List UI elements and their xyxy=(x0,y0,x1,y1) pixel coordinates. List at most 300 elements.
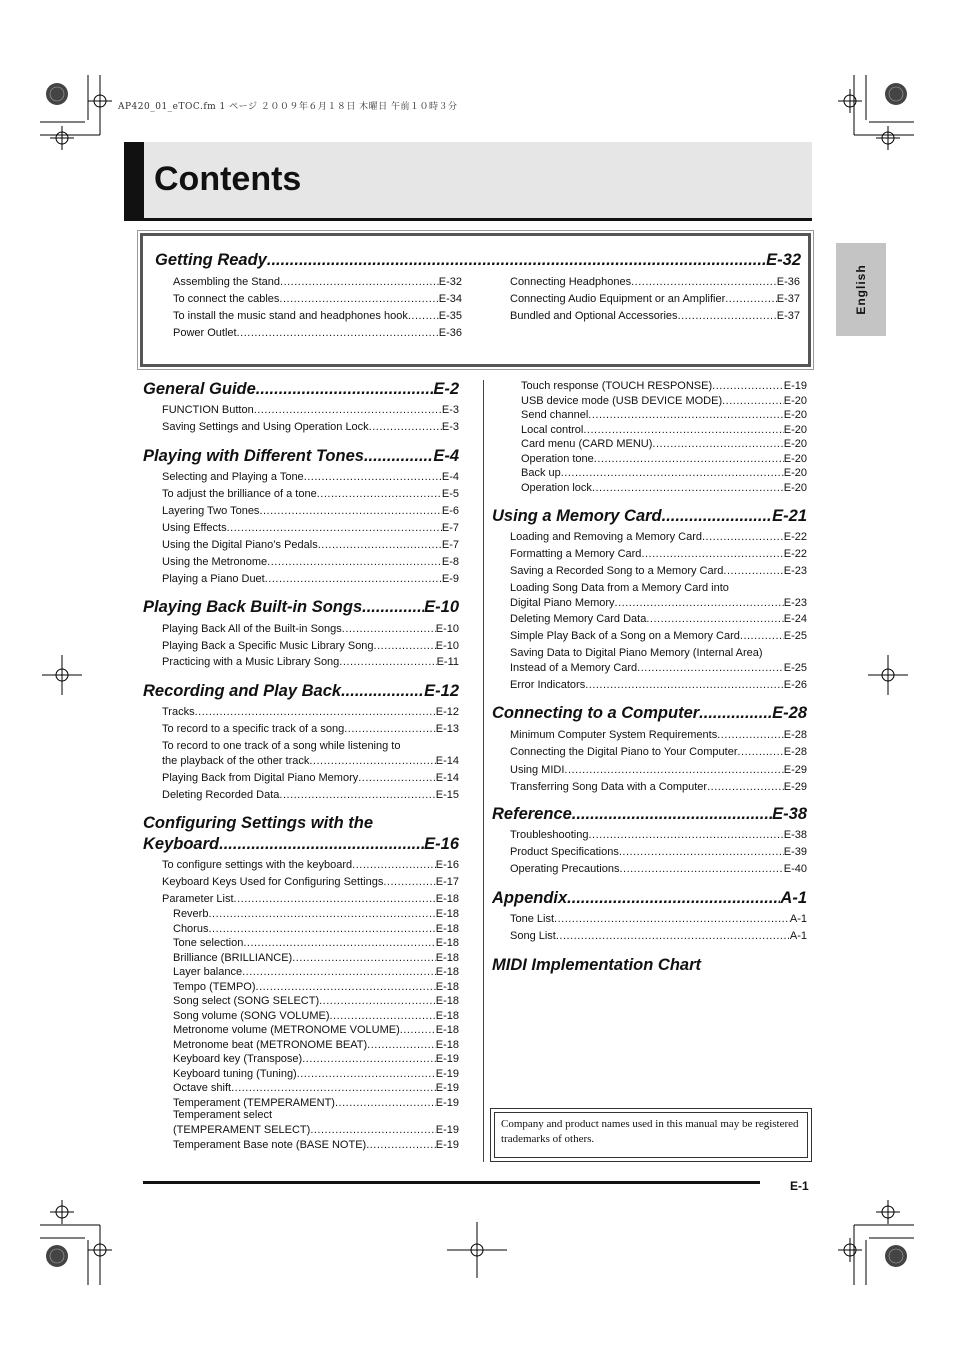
dot-leader xyxy=(585,679,784,691)
toc-entry-label: Playing with Different Tones xyxy=(143,447,364,465)
dot-leader xyxy=(256,981,436,993)
toc-entry-label: Using Effects xyxy=(162,522,227,534)
toc-entry[interactable] xyxy=(162,893,459,905)
toc-entry[interactable] xyxy=(162,640,459,652)
toc-entry-label: Product Specifications xyxy=(510,846,619,858)
dot-leader xyxy=(267,556,442,568)
toc-entry-page: E-23 xyxy=(783,565,807,577)
toc-entry-page: E-36 xyxy=(776,276,800,288)
dot-leader xyxy=(369,421,442,433)
toc-entry[interactable] xyxy=(162,623,459,635)
dot-leader xyxy=(208,923,435,935)
dot-leader xyxy=(358,772,436,784)
dot-leader xyxy=(619,846,784,858)
toc-entry-label: Practicing with a Music Library Song xyxy=(162,656,340,668)
toc-entry-page: E-18 xyxy=(435,1009,459,1022)
toc-entry[interactable] xyxy=(162,859,459,871)
toc-entry-page: E-29 xyxy=(783,763,807,776)
toc-entry-label: Playing Back from Digital Piano Memory xyxy=(162,772,359,784)
toc-entry[interactable] xyxy=(521,424,807,436)
toc-entry[interactable] xyxy=(173,952,459,964)
dot-leader xyxy=(292,952,436,964)
dot-leader xyxy=(723,565,783,577)
toc-entry-label: To configure settings with the keyboard xyxy=(162,859,353,871)
toc-entry-label: Keyboard xyxy=(143,835,220,853)
toc-entry-page: E-2 xyxy=(433,380,459,398)
toc-entry-label: Send channel xyxy=(521,409,589,421)
toc-entry-label: Temperament Base note (BASE NOTE) xyxy=(173,1139,367,1151)
toc-entry-page: E-4 xyxy=(441,471,459,483)
toc-entry[interactable] xyxy=(173,1053,459,1065)
dot-leader xyxy=(335,1097,436,1109)
toc-entry[interactable] xyxy=(173,937,459,949)
toc-entry-page: E-28 xyxy=(783,729,807,741)
toc-entry-label: Loading and Removing a Memory Card xyxy=(510,531,702,543)
toc-entry-label: To adjust the brilliance of a tone xyxy=(162,488,317,500)
toc-entry-label: Operating Precautions xyxy=(510,863,620,875)
toc-entry-label: Saving Settings and Using Operation Lock xyxy=(162,421,369,433)
dot-leader xyxy=(208,908,435,920)
dot-leader xyxy=(242,966,436,978)
toc-entry-label: Layering Two Tones xyxy=(162,505,260,517)
toc-entry-label: Appendix xyxy=(492,889,568,907)
toc-entry-label: Digital Piano Memory xyxy=(510,597,615,609)
toc-entry-label: Playing a Piano Duet xyxy=(162,573,265,585)
toc-entry-label: Minimum Computer System Requirements xyxy=(510,729,718,741)
toc-entry-page: E-12 xyxy=(435,706,459,718)
toc-entry-label: Using the Digital Piano’s Pedals xyxy=(162,539,318,551)
toc-entry[interactable] xyxy=(173,908,459,920)
toc-entry-label: Card menu (CARD MENU) xyxy=(521,438,653,450)
toc-entry-page: E-22 xyxy=(783,548,807,560)
dot-leader xyxy=(619,863,783,875)
toc-entry-label: Song select (SONG SELECT) xyxy=(173,995,320,1007)
toc-entry-label: Back up xyxy=(521,467,561,479)
toc-entry[interactable] xyxy=(510,276,800,288)
toc-entry[interactable] xyxy=(173,310,462,322)
toc-entry[interactable] xyxy=(173,981,459,993)
dot-leader xyxy=(367,1039,436,1051)
toc-entry[interactable] xyxy=(510,829,807,841)
toc-section-configuring-line1: Configuring Settings with the xyxy=(143,814,374,832)
toc-entry-label: Connecting to a Computer xyxy=(492,704,700,722)
toc-entry[interactable] xyxy=(510,863,807,875)
toc-entry-label: Bundled and Optional Accessories xyxy=(510,310,678,322)
toc-entry-label: Connecting Headphones xyxy=(510,276,632,288)
toc-entry[interactable] xyxy=(521,467,807,479)
toc-entry[interactable] xyxy=(173,1010,459,1022)
toc-entry[interactable] xyxy=(173,327,462,339)
toc-entry-label: Operation lock xyxy=(521,481,592,494)
toc-entry[interactable] xyxy=(173,1124,459,1136)
toc-entry-page: A-1 xyxy=(789,913,807,925)
toc-entry[interactable] xyxy=(173,966,459,978)
footer-rule xyxy=(143,1181,760,1184)
toc-entry[interactable] xyxy=(521,395,807,407)
toc-entry[interactable] xyxy=(521,380,807,392)
toc-section-general-guide[interactable] xyxy=(143,380,459,399)
trademark-box xyxy=(490,1108,812,1162)
toc-entry-page: E-28 xyxy=(783,746,807,759)
toc-entry[interactable] xyxy=(510,310,800,322)
toc-entry[interactable] xyxy=(510,565,807,577)
language-tab xyxy=(836,243,886,336)
dot-leader xyxy=(279,293,438,305)
toc-entry[interactable] xyxy=(173,293,462,305)
dot-leader xyxy=(317,488,442,500)
toc-entry[interactable] xyxy=(173,1082,459,1094)
toc-entry-page: E-19 xyxy=(435,1096,459,1109)
toc-section-reference[interactable] xyxy=(492,805,807,824)
toc-entry[interactable] xyxy=(521,453,807,465)
toc-entry-label: Octave shift xyxy=(173,1082,232,1094)
toc-entry[interactable] xyxy=(162,404,459,416)
dot-leader xyxy=(702,531,784,543)
dot-leader xyxy=(256,380,434,399)
toc-entry-label: Keyboard key (Transpose) xyxy=(173,1053,303,1065)
toc-entry-page: E-19 xyxy=(435,1139,459,1151)
toc-entry[interactable] xyxy=(521,438,807,450)
toc-entry[interactable] xyxy=(162,471,459,483)
toc-entry-label: the playback of the other track xyxy=(162,755,310,767)
toc-entry-page: E-20 xyxy=(783,423,807,436)
toc-entry-page: E-20 xyxy=(783,467,807,479)
toc-entry-label: (TEMPERAMENT SELECT) xyxy=(173,1124,311,1136)
toc-entry[interactable] xyxy=(162,876,459,888)
dot-leader xyxy=(564,764,783,776)
toc-entry-page: E-23 xyxy=(783,597,807,609)
toc-entry-line1: Saving Data to Digital Piano Memory (Internal Area) xyxy=(510,647,763,659)
dot-leader xyxy=(231,1082,436,1094)
dot-leader xyxy=(364,447,433,466)
toc-entry-label: Song List xyxy=(510,930,556,942)
toc-entry-page: E-38 xyxy=(783,829,807,841)
toc-entry[interactable] xyxy=(173,995,459,1007)
toc-entry-page: E-14 xyxy=(435,755,459,767)
toc-entry[interactable] xyxy=(510,613,807,625)
dot-leader xyxy=(383,876,435,888)
toc-entry-label: Metronome volume (METRONOME VOLUME) xyxy=(173,1024,400,1036)
toc-entry[interactable] xyxy=(510,930,807,942)
toc-entry-page: E-39 xyxy=(783,846,807,858)
toc-entry-page: E-18 xyxy=(435,922,459,935)
toc-entry-page: E-8 xyxy=(441,556,459,568)
dot-leader xyxy=(302,1053,436,1065)
toc-entry-page: E-19 xyxy=(435,1053,459,1065)
dot-leader xyxy=(717,729,784,741)
dot-leader xyxy=(561,467,784,479)
toc-entry-page: E-26 xyxy=(783,679,807,691)
toc-entry-label: Touch response (TOUCH RESPONSE) xyxy=(521,380,713,392)
toc-entry[interactable] xyxy=(173,1068,459,1080)
toc-entry-page: E-11 xyxy=(436,656,459,668)
dot-leader xyxy=(408,310,439,322)
file-header: AP420_01_eTOC.fm 1 ページ ２００９年６月１８日 木曜日 午前１０時３分 xyxy=(118,102,458,112)
dot-leader xyxy=(227,522,442,534)
toc-entry-page: E-21 xyxy=(772,507,807,525)
dot-leader xyxy=(310,1124,435,1136)
toc-entry[interactable] xyxy=(173,276,462,288)
toc-entry-page: E-18 xyxy=(435,966,459,978)
toc-entry-page: E-3 xyxy=(441,404,459,416)
toc-entry-page: E-18 xyxy=(435,951,459,964)
toc-entry[interactable] xyxy=(173,1024,459,1036)
toc-entry-label: FUNCTION Button xyxy=(162,404,254,416)
toc-entry-page: E-6 xyxy=(441,505,459,517)
trademark-note: Company and product names used in this manual may be registered trademarks of others. xyxy=(501,1118,799,1145)
dot-leader xyxy=(588,829,783,841)
language-tab-label: English xyxy=(854,264,868,315)
toc-entry-page: E-20 xyxy=(783,481,807,494)
dot-leader xyxy=(318,539,442,551)
toc-entry-label: Simple Play Back of a Song on a Memory Card xyxy=(510,630,740,642)
toc-entry[interactable] xyxy=(510,729,807,741)
toc-entry-page: E-22 xyxy=(783,531,807,543)
toc-entry[interactable] xyxy=(162,706,459,718)
toc-entry[interactable] xyxy=(510,293,800,305)
toc-entry-label: Using MIDI xyxy=(510,763,565,776)
toc-entry-page: E-4 xyxy=(433,447,459,465)
toc-entry-page: E-34 xyxy=(438,293,462,305)
toc-section-appendix[interactable] xyxy=(492,889,807,908)
dot-leader xyxy=(344,723,436,735)
toc-entry-page: E-25 xyxy=(783,630,807,642)
dot-leader xyxy=(400,1024,436,1036)
toc-entry-label: Tracks xyxy=(162,706,195,718)
toc-entry[interactable] xyxy=(162,755,459,767)
toc-entry[interactable] xyxy=(510,679,807,691)
toc-entry[interactable] xyxy=(162,789,459,801)
toc-entry-page: E-16 xyxy=(424,835,459,853)
toc-entry-page: E-20 xyxy=(783,452,807,465)
toc-entry-label: Saving a Recorded Song to a Memory Card xyxy=(510,565,724,577)
toc-entry-page: E-29 xyxy=(783,780,807,793)
dot-leader xyxy=(594,453,784,465)
dot-leader xyxy=(341,682,424,701)
toc-entry[interactable] xyxy=(162,723,459,735)
toc-entry-page: E-19 xyxy=(783,380,807,392)
toc-entry-line1: Loading Song Data from a Memory Card into xyxy=(510,582,729,594)
dot-leader xyxy=(219,835,424,854)
toc-entry[interactable] xyxy=(510,531,807,543)
toc-entry-page: E-25 xyxy=(783,662,807,674)
dot-leader xyxy=(554,913,790,925)
toc-entry[interactable] xyxy=(510,913,807,925)
toc-entry-label: Using a Memory Card xyxy=(492,507,662,525)
toc-entry-label: Song volume (SONG VOLUME) xyxy=(173,1009,330,1022)
dot-leader xyxy=(309,755,435,767)
toc-entry[interactable] xyxy=(162,772,459,784)
dot-leader xyxy=(615,597,784,609)
toc-entry-page: A-1 xyxy=(780,889,807,907)
toc-entry-label: General Guide xyxy=(143,380,256,398)
dot-leader xyxy=(556,930,790,942)
toc-entry-label: Keyboard Keys Used for Configuring Settings xyxy=(162,876,384,888)
toc-section-playing-tones[interactable] xyxy=(143,447,459,466)
toc-entry-label: Tone selection xyxy=(173,937,244,949)
dot-leader xyxy=(362,598,424,617)
toc-entry-label: Chorus xyxy=(173,922,209,935)
toc-entry-label: Layer balance xyxy=(173,966,243,978)
dot-leader xyxy=(722,395,784,407)
toc-entry-page: E-10 xyxy=(435,639,459,652)
page-number: E-1 xyxy=(790,1179,809,1193)
toc-section-builtin-songs[interactable] xyxy=(143,598,459,617)
dot-leader xyxy=(712,380,784,392)
toc-section-recording[interactable] xyxy=(143,682,459,701)
dot-leader xyxy=(567,889,780,908)
toc-entry-page: A-1 xyxy=(789,930,807,942)
toc-entry-page: E-7 xyxy=(441,522,459,534)
dot-leader xyxy=(339,656,436,668)
toc-entry-page: E-18 xyxy=(435,1024,459,1036)
dot-leader xyxy=(583,424,783,436)
dot-leader xyxy=(265,573,442,585)
toc-entry[interactable] xyxy=(162,556,459,568)
toc-entry-label: To install the music stand and headphones hook xyxy=(173,310,408,322)
toc-entry-label: Power Outlet xyxy=(173,327,237,339)
toc-entry-page: E-16 xyxy=(435,859,459,871)
dot-leader xyxy=(352,859,436,871)
toc-entry[interactable] xyxy=(510,764,807,776)
toc-entry[interactable] xyxy=(162,573,459,585)
dot-leader xyxy=(592,482,784,494)
toc-entry-label: Selecting and Playing a Tone xyxy=(162,471,304,483)
dot-leader xyxy=(234,893,436,905)
dot-leader xyxy=(652,438,783,450)
toc-entry-page: E-5 xyxy=(441,488,459,500)
dot-leader xyxy=(740,630,784,642)
toc-entry-label: Recording and Play Back xyxy=(143,682,342,700)
toc-entry-page: E-40 xyxy=(783,863,807,875)
toc-entry-label: Tempo (TEMPO) xyxy=(173,980,256,993)
toc-entry-label: Brilliance (BRILLIANCE) xyxy=(173,951,293,964)
toc-entry-page: E-20 xyxy=(783,438,807,450)
toc-entry[interactable] xyxy=(162,421,459,433)
dot-leader xyxy=(319,995,436,1007)
toc-entry[interactable] xyxy=(510,746,807,758)
toc-entry-label: Metronome beat (METRONOME BEAT) xyxy=(173,1038,368,1051)
dot-leader xyxy=(662,507,773,526)
toc-section-getting-ready[interactable]: Getting Ready ..... E-32 xyxy=(155,251,801,270)
toc-entry-page: E-18 xyxy=(435,893,459,905)
toc-entry-label: Error Indicators xyxy=(510,679,586,691)
toc-entry-page: E-18 xyxy=(435,1038,459,1051)
toc-entry[interactable] xyxy=(173,923,459,935)
toc-entry-page: E-10 xyxy=(435,623,459,635)
toc-entry-page: E-37 xyxy=(776,310,800,322)
toc-entry-label: Playing Back All of the Built-in Songs xyxy=(162,623,342,635)
toc-entry-label: Reference xyxy=(492,805,572,823)
toc-entry-label: Assembling the Stand xyxy=(173,276,281,288)
toc-entry-label: Deleting Memory Card Data xyxy=(510,613,647,625)
title-accent-bar xyxy=(124,142,144,221)
toc-entry-label: Transferring Song Data with a Computer xyxy=(510,780,708,793)
toc-entry[interactable] xyxy=(510,597,807,609)
toc-entry-page: E-20 xyxy=(783,409,807,421)
toc-entry[interactable] xyxy=(510,548,807,560)
toc-entry-label: Tone List xyxy=(510,913,555,925)
toc-entry-page: E-7 xyxy=(441,539,459,551)
toc-entry[interactable] xyxy=(510,630,807,642)
dot-leader xyxy=(631,276,777,288)
toc-entry-page: E-35 xyxy=(438,310,462,322)
dot-leader xyxy=(725,293,777,305)
dot-leader xyxy=(707,781,784,793)
dot-leader xyxy=(195,706,436,718)
toc-entry-label: Troubleshooting xyxy=(510,829,589,841)
toc-entry-label: Connecting the Digital Piano to Your Computer xyxy=(510,746,738,759)
toc-entry[interactable] xyxy=(173,1039,459,1051)
toc-entry-label: Keyboard tuning (Tuning) xyxy=(173,1067,297,1080)
toc-entry[interactable] xyxy=(521,409,807,421)
toc-entry-label: Reverb xyxy=(173,908,209,920)
toc-entry[interactable] xyxy=(162,488,459,500)
toc-section-configuring[interactable] xyxy=(143,835,459,854)
toc-entry[interactable] xyxy=(510,781,807,793)
toc-entry[interactable] xyxy=(162,539,459,551)
dot-leader xyxy=(699,704,772,723)
toc-entry[interactable] xyxy=(173,1097,459,1109)
toc-entry-label: Parameter List xyxy=(162,893,234,905)
dot-leader xyxy=(330,1010,436,1022)
toc-entry[interactable] xyxy=(162,656,459,668)
dot-leader xyxy=(259,505,441,517)
dot-leader xyxy=(646,613,783,625)
toc-entry-page: E-14 xyxy=(435,772,459,784)
toc-entry-label: Connecting Audio Equipment or an Amplifier xyxy=(510,293,726,305)
toc-section-midi-chart[interactable]: MIDI Implementation Chart xyxy=(492,956,702,974)
toc-entry-page: E-28 xyxy=(772,704,807,722)
dot-leader xyxy=(678,310,777,322)
toc-entry-label: Local control xyxy=(521,423,584,436)
dot-leader xyxy=(297,1068,436,1080)
toc-entry[interactable] xyxy=(162,522,459,534)
toc-entry-label: Using the Metronome xyxy=(162,556,268,568)
toc-section-computer[interactable] xyxy=(492,704,807,723)
dot-leader xyxy=(637,662,784,674)
toc-entry[interactable] xyxy=(510,662,807,674)
toc-entry-label: To record to a specific track of a song xyxy=(162,723,345,735)
toc-entry-page: E-9 xyxy=(441,573,459,585)
toc-entry-label: Temperament (TEMPERAMENT) xyxy=(173,1096,335,1109)
dot-leader xyxy=(304,471,442,483)
toc-entry[interactable] xyxy=(162,505,459,517)
dot-leader xyxy=(641,548,783,560)
toc-entry-page: E-18 xyxy=(435,980,459,993)
toc-entry-page: E-37 xyxy=(776,293,800,305)
toc-entry[interactable] xyxy=(521,482,807,494)
toc-entry[interactable] xyxy=(510,846,807,858)
toc-entry-page: E-19 xyxy=(435,1124,459,1136)
dot-leader xyxy=(237,327,439,339)
dot-leader xyxy=(588,409,783,421)
toc-entry-label: Formatting a Memory Card xyxy=(510,548,642,560)
dot-leader xyxy=(279,789,435,801)
toc-entry-page: E-19 xyxy=(435,1067,459,1080)
dot-leader xyxy=(572,805,772,824)
toc-entry-label: Deleting Recorded Data xyxy=(162,789,280,801)
dot-leader xyxy=(737,746,783,758)
toc-entry-page: E-18 xyxy=(435,995,459,1007)
toc-entry[interactable] xyxy=(173,1139,459,1151)
toc-section-memory-card[interactable] xyxy=(492,507,807,526)
dot-leader xyxy=(280,276,439,288)
toc-entry-page: E-12 xyxy=(424,682,459,700)
toc-entry-page: E-36 xyxy=(438,327,462,339)
toc-entry-page: E-20 xyxy=(783,394,807,407)
toc-entry-page: E-32 xyxy=(438,276,462,288)
